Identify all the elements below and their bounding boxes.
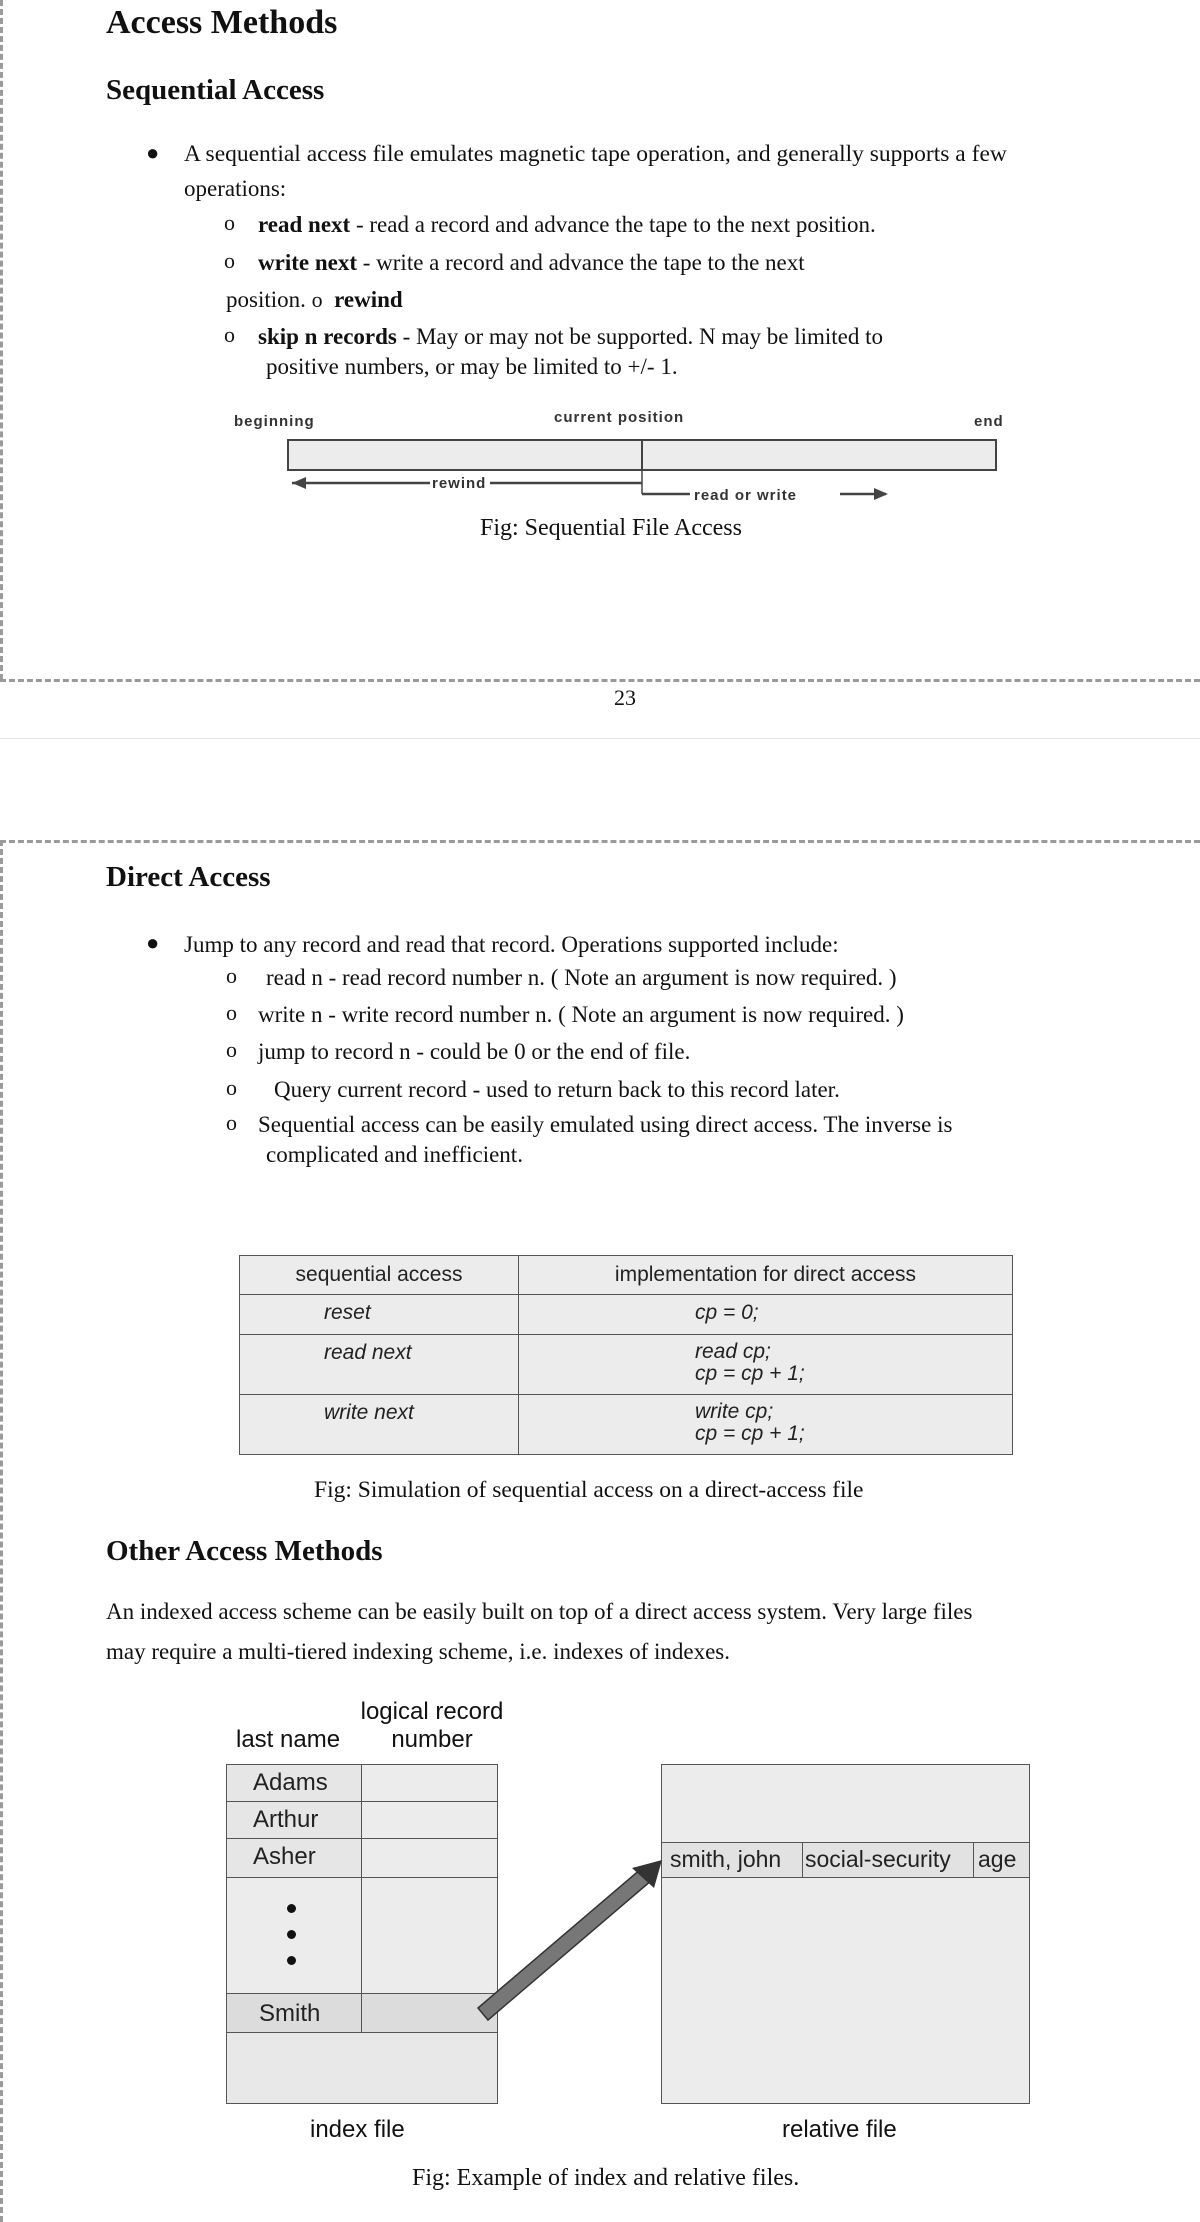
circle-bullet-icon: o — [226, 1110, 237, 1135]
index-file-label: index file — [310, 2116, 405, 2143]
section-heading-direct: Direct Access — [106, 861, 271, 893]
bullet-text: A sequential access file emulates magnetic tape operation, and generally supports a few — [184, 141, 1007, 167]
table-row — [240, 1335, 1013, 1395]
list-item-skip-cont: positive numbers, or may be limited to +/- 1. — [266, 354, 678, 379]
circle-bullet-icon: o — [224, 210, 235, 235]
table-cell: write next — [240, 1395, 519, 1455]
relative-file-box — [661, 1764, 1030, 2104]
figure-caption-index: Fig: Example of index and relative files. — [412, 2165, 800, 2191]
page-left-border — [0, 0, 3, 680]
section-heading-other: Other Access Methods — [106, 1535, 383, 1567]
index-name-cell: Arthur — [226, 1801, 362, 1839]
table-row — [240, 1395, 1013, 1455]
record-field: age — [973, 1842, 1030, 1878]
figure-caption-table: Fig: Simulation of sequential access on a direct-access file — [314, 1477, 864, 1503]
ellipsis-dot-icon — [287, 1930, 296, 1939]
circle-bullet-icon: o — [311, 287, 323, 312]
table-header: sequential access — [240, 1256, 519, 1295]
diagram-label-current: current position — [554, 409, 685, 426]
circle-bullet-icon: o — [226, 1000, 237, 1025]
page-title: Access Methods — [106, 4, 338, 41]
circle-bullet-icon: o — [226, 1037, 237, 1062]
page-left-border — [0, 840, 3, 2222]
table-cell: read cp; — [695, 1340, 771, 1363]
bullet-icon: ● — [146, 140, 160, 165]
index-ellipsis-cell — [226, 1877, 362, 1994]
bullet-text: Jump to any record and read that record. Operations supported include: — [184, 932, 839, 957]
bullet-text-cont: operations: — [184, 176, 287, 201]
list-item-write-next: write next - write a record and advance the tape to the next — [258, 250, 805, 275]
page-gap-line — [0, 738, 1200, 739]
figure-caption-sequential: Fig: Sequential File Access — [480, 515, 742, 541]
diagram-label-read-write: read or write — [694, 487, 798, 504]
list-item-skip: skip n records - May or may not be supported. N may be limited to — [258, 324, 883, 349]
table-cell: cp = 0; — [695, 1301, 759, 1324]
circle-bullet-icon: o — [224, 322, 235, 347]
table-cell: reset — [240, 1295, 519, 1335]
ellipsis-dot-icon — [287, 1956, 296, 1965]
list-item: jump to record n - could be 0 or the end of file. — [258, 1039, 691, 1064]
section-heading-sequential: Sequential Access — [106, 74, 325, 106]
ellipsis-dot-icon — [287, 1904, 296, 1913]
index-col2-header: logical record number — [360, 1698, 504, 1753]
paragraph-line: may require a multi-tiered indexing scheme, i.e. indexes of indexes. — [106, 1639, 730, 1664]
page-number: 23 — [614, 685, 636, 710]
list-item-rewind: position. o rewind — [226, 287, 403, 312]
relative-file-label: relative file — [782, 2116, 897, 2143]
circle-bullet-icon: o — [224, 248, 235, 273]
circle-bullet-icon: o — [226, 1075, 237, 1100]
record-field: smith, john — [661, 1842, 803, 1878]
index-name-cell: Asher — [226, 1838, 362, 1878]
table-cell: cp = cp + 1; — [695, 1422, 805, 1445]
table-cell: cp = cp + 1; — [695, 1362, 805, 1385]
pointer-arrow-icon — [470, 1850, 670, 2025]
list-item: write n - write record number n. ( Note an argument is now required. ) — [258, 1002, 904, 1027]
list-item-read-next: read next - read a record and advance the tape to the next position. — [258, 212, 876, 237]
list-item: read n - read record number n. ( Note an argument is now required. ) — [266, 965, 897, 990]
circle-bullet-icon: o — [226, 963, 237, 988]
table-header: implementation for direct access — [519, 1256, 1013, 1295]
table-cell: write cp; — [695, 1400, 774, 1423]
page-border — [0, 679, 1200, 682]
diagram-label-rewind: rewind — [432, 475, 487, 492]
diagram-label-beginning: beginning — [234, 413, 315, 430]
index-name-cell: Adams — [226, 1764, 362, 1802]
simulation-table — [239, 1255, 1013, 1455]
list-item-cont: complicated and inefficient. — [266, 1142, 523, 1167]
index-col1-header: last name — [236, 1726, 341, 1753]
record-field: social-security — [802, 1842, 974, 1878]
page-border — [0, 840, 1200, 843]
table-cell: read next — [240, 1335, 519, 1395]
diagram-label-end: end — [974, 413, 1004, 430]
index-name-cell-smith: Smith — [226, 1993, 362, 2033]
index-number-cell — [361, 1801, 498, 1839]
list-item: Query current record - used to return back to this record later. — [274, 1077, 840, 1102]
table-row — [240, 1295, 1013, 1335]
bullet-icon: ● — [146, 930, 160, 955]
list-item: Sequential access can be easily emulated using direct access. The inverse is — [258, 1112, 953, 1137]
paragraph-line: An indexed access scheme can be easily built on top of a direct access system. Very large files — [106, 1599, 973, 1624]
sequential-access-diagram — [220, 400, 1040, 510]
table-header-row — [240, 1256, 1013, 1295]
index-number-cell — [361, 1764, 498, 1802]
